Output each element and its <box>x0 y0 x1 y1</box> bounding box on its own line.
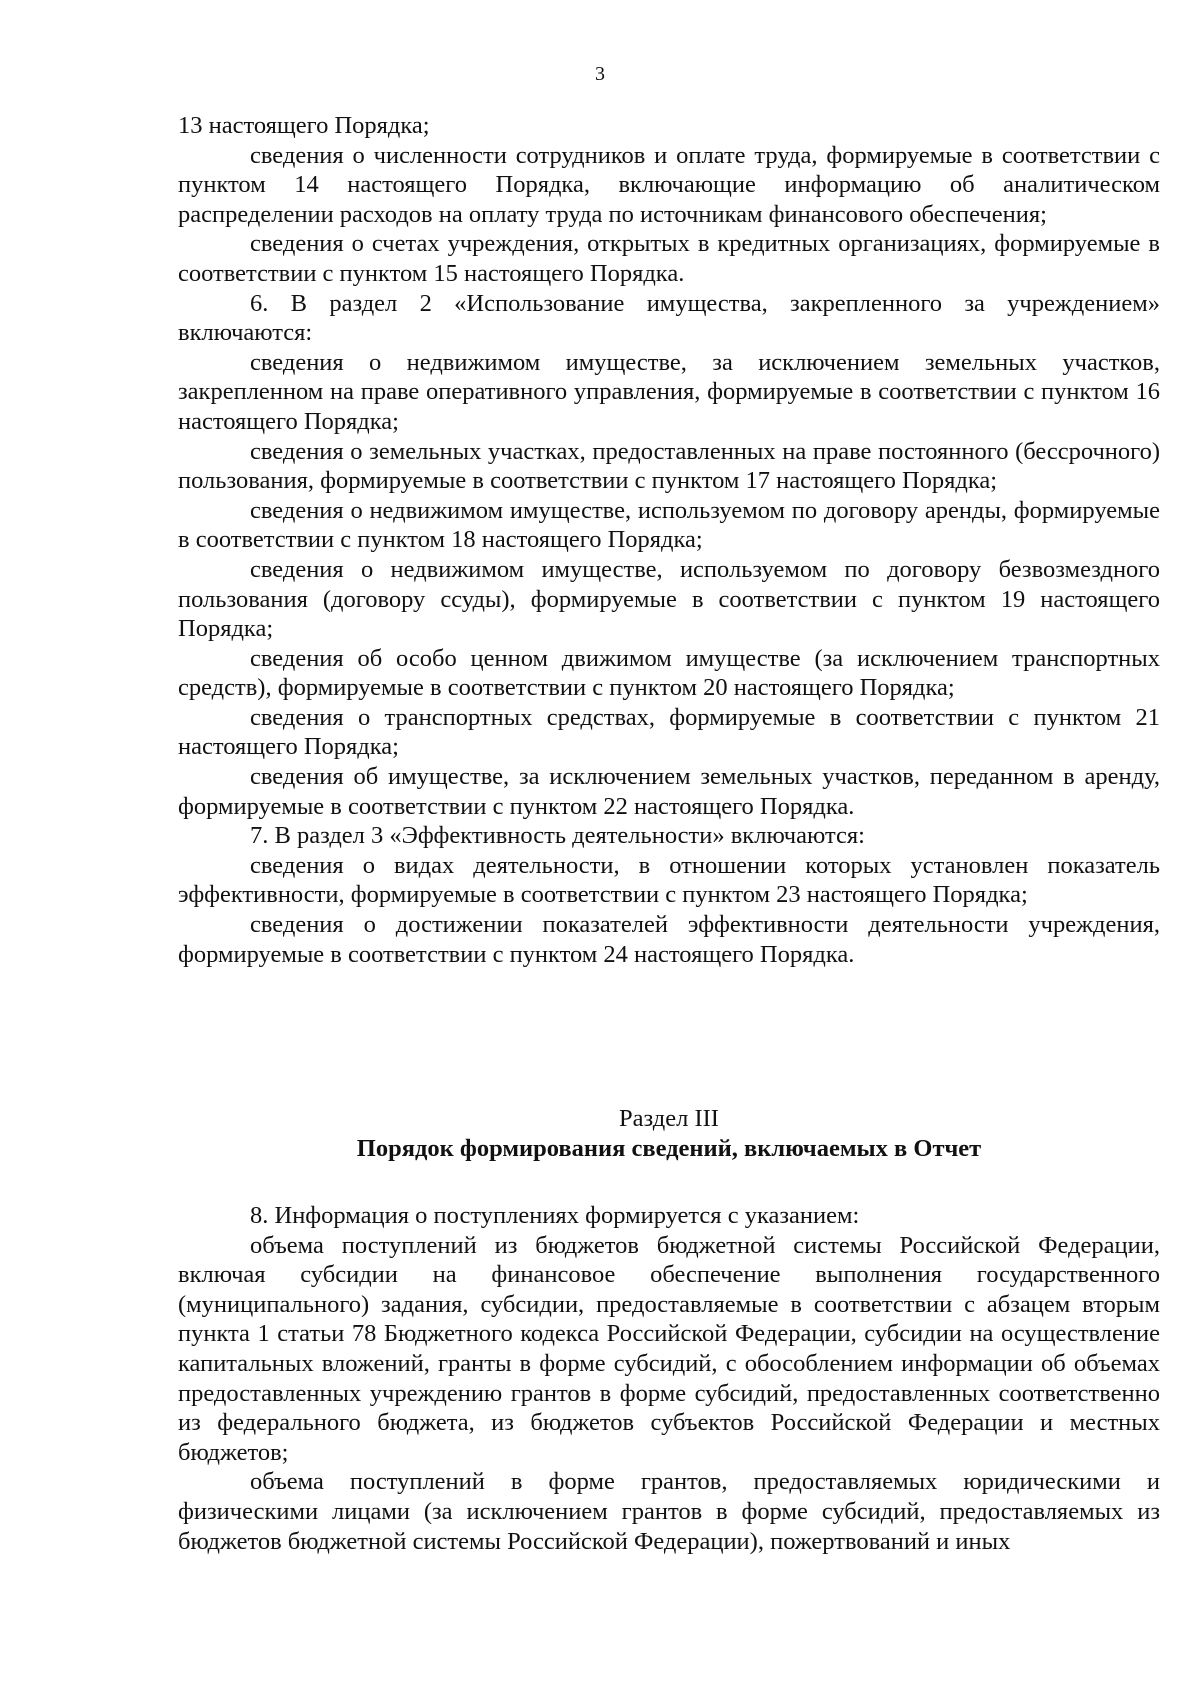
paragraph: объема поступлений в форме грантов, предоставляемых юридическими и физическими лицами (за исключением грантов в форме субсидий, предоставляемых из бюджетов бюджетной системы Российской Федерации), пожертвований и иных <box>178 1468 1160 1555</box>
body-text-top <box>178 111 1160 969</box>
paragraph: сведения о счетах учреждения, открытых в кредитных организациях, формируемые в соответствии с пунктом 15 настоящего Порядка. <box>178 230 1160 287</box>
paragraph: 8. Информация о поступлениях формируется с указанием: <box>250 1202 860 1229</box>
paragraph: 6. В раздел 2 «Использование имущества, закрепленного за учреждением» включаются: <box>178 289 1160 347</box>
paragraph: сведения о недвижимом имуществе, за исключением земельных участков, закрепленном на праве оперативного управления, формируемые в соответствии с пунктом 16 настоящего Порядка; <box>178 348 1160 435</box>
section-title: Порядок формирования сведений, включаемых в Отчет <box>356 1135 982 1162</box>
section-label: Раздел III <box>619 1105 719 1132</box>
paragraph: сведения о недвижимом имуществе, используемом по договору безвозмездного пользования (договору ссуды), формируемые в соответствии с пунктом 19 настоящего Порядка; <box>178 555 1160 643</box>
page-number: 3 <box>595 63 605 85</box>
paragraph: сведения об особо ценном движимом имуществе (за исключением транспортных средств), формируемые в соответствии с пунктом 20 настоящего Порядка; <box>178 644 1160 702</box>
paragraph: сведения о достижении показателей эффективности деятельности учреждения, формируемые в соответствии с пунктом 24 настоящего Порядка. <box>178 911 1160 968</box>
paragraph: сведения о земельных участках, предоставленных на праве постоянного (бессрочного) пользования, формируемые в соответствии с пунктом 17 настоящего Порядка; <box>178 437 1160 495</box>
paragraph: 7. В раздел 3 «Эффективность деятельности» включаются: <box>250 822 865 850</box>
paragraph: сведения о видах деятельности, в отношении которых установлен показатель эффективности, формируемые в соответствии с пунктом 23 настоящего Порядка; <box>178 851 1160 909</box>
section-heading <box>178 1104 1160 1164</box>
paragraph: сведения о численности сотрудников и оплате труда, формируемые в соответствии с пунктом 14 настоящего Порядка, включающие информацию об аналитическом распределении расходов на оплату труда по источникам финансового обеспечения; <box>178 141 1160 228</box>
body-text-bottom <box>178 1201 1160 1556</box>
paragraph: объема поступлений из бюджетов бюджетной системы Российской Федерации, включая субсидии на финансовое обеспечение выполнения государственного (муниципального) задания, субсидии, предоставляемые в соответствии с абзацем вторым пункта 1 статьи 78 Бюджетного кодекса Российской Федерации, субсидии на осуществление капитальных вложений, гранты в форме субсидий, с обособлением информации об объемах предоставленных учреждению грантов в форме субсидий, предоставленных соответственно из федерального бюджета, из бюджетов субъектов Российской Федерации и местных бюджетов; <box>178 1231 1160 1466</box>
paragraph: сведения о недвижимом имуществе, используемом по договору аренды, формируемые в соответствии с пунктом 18 настоящего Порядка; <box>178 496 1160 554</box>
paragraph: сведения о транспортных средствах, формируемые в соответствии с пунктом 21 настоящего Порядка; <box>178 703 1160 761</box>
paragraph: сведения об имуществе, за исключением земельных участков, переданном в аренду, формируемые в соответствии с пунктом 22 настоящего Порядка. <box>178 763 1160 820</box>
paragraph: 13 настоящего Порядка; <box>178 112 430 139</box>
